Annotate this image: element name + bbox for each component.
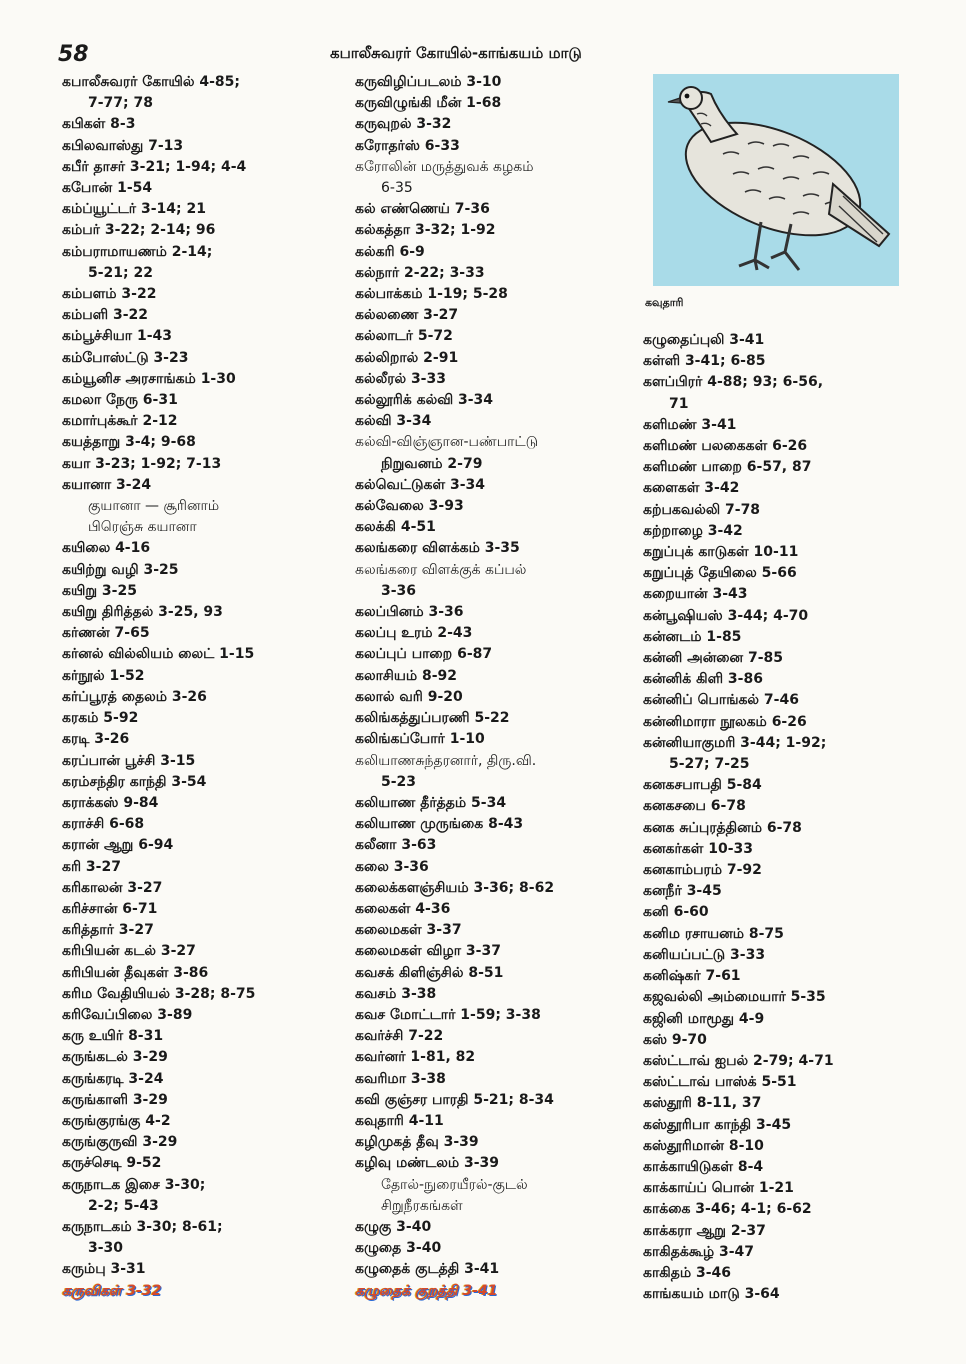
index-entry: கனக சுப்புரத்தினம் 6-78: [643, 819, 802, 836]
index-entry: கன்னிக் கிளி 3-86: [643, 671, 763, 688]
index-entry: கலியாணசுந்தரனார், திரு.வி.: [355, 752, 537, 769]
index-entry: கரம்சந்திர காந்தி 3-54: [62, 773, 207, 790]
index-entry: கல்லிறால் 2-91: [355, 349, 459, 366]
index-entry: கம்யூனிச அரசாங்கம் 1-30: [62, 370, 236, 387]
index-entry: பிரெஞ்சு கயானா: [88, 519, 197, 536]
index-entry: கலாசியம் 8-92: [355, 667, 458, 684]
index-entry: களிமண் பலகைகள் 6-26: [643, 438, 808, 455]
index-entry: கன்னடம் 1-85: [643, 628, 742, 645]
index-entry: கழுதைக் குடத்தி 3-41: [355, 1261, 500, 1278]
index-entry: கருங்காளி 3-29: [62, 1091, 168, 1108]
index-entry: கரகம் 5-92: [62, 710, 139, 727]
index-entry: கற்பகவல்லி 7-78: [643, 501, 761, 518]
index-entry: கன்பூஷியஸ் 3-44; 4-70: [643, 607, 809, 624]
index-entry: கரி 3-27: [62, 858, 121, 875]
index-entry: 6-35: [381, 180, 413, 197]
index-entry: சிறுநீரகங்கள்: [381, 1197, 463, 1214]
index-entry: கஸ்தூரிமான் 8-10: [643, 1137, 764, 1154]
index-entry: கழிமுகத் தீவு 3-39: [355, 1134, 479, 1151]
index-entry: கரிம வேதியியல் 3-28; 8-75: [62, 985, 256, 1002]
index-entry: கருங்குருவி 3-29: [62, 1134, 178, 1151]
index-entry: கல்வி 3-34: [355, 413, 432, 430]
index-entry: கர்ணன் 7-65: [62, 625, 150, 642]
index-entry: கனகசபாபதி 5-84: [643, 777, 762, 794]
index-entry: கவச மோட்டார் 1-59; 3-38: [355, 1006, 541, 1023]
index-entry: கழுதைப்புலி 3-41: [643, 332, 765, 348]
index-entry: கலீனா 3-63: [355, 837, 437, 854]
index-entry: கறையான் 3-43: [643, 586, 748, 603]
index-entry: கலப்பு உரம் 2-43: [355, 625, 473, 642]
index-entry: களிமண் பாறை 6-57, 87: [643, 459, 812, 476]
index-entry: கலக்கி 4-51: [355, 519, 436, 536]
index-entry: கலங்கரை விளக்குக் கப்பல்: [355, 561, 527, 578]
index-entry: கமார்புக்கூர் 2-12: [62, 413, 178, 430]
index-entry: கவுதாரி 4-11: [355, 1112, 444, 1129]
index-entry: கன்னி அன்னை 7-85: [643, 650, 784, 667]
index-entry: 5-27; 7-25: [669, 756, 750, 773]
index-entry: கபிகள் 8-3: [62, 116, 136, 133]
index-entry: கபோன் 1-54: [62, 180, 153, 197]
figure-caption: கவுதாரி: [645, 296, 684, 309]
index-entry: கலைக்களஞ்சியம் 3-36; 8-62: [355, 879, 555, 896]
index-entry: காக்காயிடுகள் 8-4: [643, 1158, 764, 1175]
index-entry: கல்லணை 3-27: [355, 307, 459, 324]
index-entry: 5-23: [381, 773, 417, 790]
index-entry: கலை 3-36: [355, 858, 429, 875]
index-entry: கவர்னர் 1-81, 82: [355, 1049, 476, 1066]
index-entry: கரிகாலன் 3-27: [62, 879, 163, 896]
index-entry: கபிலவாஸ்து 7-13: [62, 137, 184, 154]
index-entry: கழுதை 3-40: [355, 1240, 442, 1257]
index-entry: கரப்பான் பூச்சி 3-15: [62, 752, 196, 769]
index-entry: கல்வி-விஞ்ஞான-பண்பாட்டு: [355, 434, 539, 451]
index-entry: கவி குஞ்சர பாரதி 5-21; 8-34: [355, 1091, 554, 1108]
index-column-2: [355, 72, 635, 1302]
index-entry: 5-21; 22: [88, 264, 153, 281]
index-entry: கரிபியன் தீவுகள் 3-86: [62, 964, 209, 981]
index-entry: 7-77; 78: [88, 95, 153, 112]
index-entry: கருங்கரடி 3-24: [62, 1070, 164, 1087]
index-entry: காங்கயம் மாடு 3-64: [643, 1286, 780, 1303]
index-entry: கல்கரி 6-9: [355, 243, 425, 260]
index-entry: கறுப்புத் தேயிலை 5-66: [643, 565, 797, 582]
index-entry: கம்பூச்சியா 1-43: [62, 328, 173, 345]
index-entry: கன்னியாகுமரி 3-44; 1-92;: [643, 734, 827, 751]
index-entry: கருநாடகம் 3-30; 8-61;: [62, 1218, 223, 1235]
index-entry: கலப்புப் பாறை 6-87: [355, 646, 493, 663]
index-entry: கரிபியன் கடல் 3-27: [62, 943, 196, 960]
index-entry: களைகள் 3-42: [643, 480, 740, 497]
index-entry: 71: [669, 395, 689, 412]
index-entry: கபீர் தாசர் 3-21; 1-94; 4-4: [62, 158, 247, 175]
index-entry: களப்பிரர் 4-88; 93; 6-56,: [643, 374, 824, 391]
index-entry: காக்கை 3-46; 4-1; 6-62: [643, 1201, 812, 1218]
index-entry: கம்பளம் 3-22: [62, 286, 157, 303]
index-entry: கரிச்சான் 6-71: [62, 900, 158, 917]
index-entry: கவசம் 3-38: [355, 985, 437, 1002]
index-entry: கருவிழுங்கி மீன் 1-68: [355, 95, 502, 112]
index-entry: கஜினி மாமூது 4-9: [643, 1010, 765, 1027]
index-entry: கம்பராமாயணம் 2-14;: [62, 243, 213, 260]
index-entry: கழுகு 3-40: [355, 1218, 432, 1235]
index-entry: கர்ப்பூரத் தைலம் 3-26: [62, 688, 207, 705]
index-entry: கருவிழிப்படலம் 3-10: [355, 74, 502, 90]
index-entry: கலிங்கத்துப்பரணி 5-22: [355, 710, 510, 727]
index-entry: காக்கரா ஆறு 2-37: [643, 1222, 766, 1239]
index-entry: கயிலை 4-16: [62, 540, 151, 557]
index-entry: கனி 6-60: [643, 904, 709, 921]
partridge-icon: [653, 74, 899, 286]
index-entry: காகிதக்கூழ் 3-47: [643, 1243, 755, 1260]
index-entry: கவர்ச்சி 7-22: [355, 1028, 444, 1045]
index-entry: கல்நார் 2-22; 3-33: [355, 264, 485, 281]
index-entry: காகிதம் 3-46: [643, 1264, 732, 1281]
index-entry: கயா 3-23; 1-92; 7-13: [62, 455, 222, 472]
index-entry: கனநீர் 3-45: [643, 883, 722, 900]
index-entry: கஸ்ட்டாவ் ஐபல் 2-79; 4-71: [643, 1052, 834, 1069]
index-entry: கல்லூரிக் கல்வி 3-34: [355, 392, 494, 409]
index-entry: கரு உயிர் 8-31: [62, 1028, 164, 1045]
index-entry: கழுதைக் குறத்தி 3-41: [355, 1282, 498, 1299]
index-entry: குயானா — சூரினாம்: [88, 498, 220, 515]
index-entry: களிமண் 3-41: [643, 416, 737, 433]
index-entry: கனிஷ்கர் 7-61: [643, 968, 741, 985]
index-entry: கரான் ஆறு 6-94: [62, 837, 174, 854]
index-entry: கலால் வரி 9-20: [355, 688, 463, 705]
index-entry: கருங்கடல் 3-29: [62, 1049, 168, 1066]
index-entry: 3-30: [88, 1240, 124, 1257]
index-entry: கன்னிமாரா நூலகம் 6-26: [643, 713, 807, 730]
index-entry: 3-36: [381, 582, 417, 599]
index-entry: கம்போஸ்ட்டு 3-23: [62, 349, 189, 366]
index-entry: 2-2; 5-43: [88, 1197, 159, 1214]
index-entry: கருவுறல் 3-32: [355, 116, 452, 133]
index-entry: கல்பாக்கம் 1-19; 5-28: [355, 286, 508, 303]
index-entry: கலங்கரை விளக்கம் 3-35: [355, 540, 520, 557]
index-entry: கயிறு 3-25: [62, 582, 137, 599]
index-entry: கல்லாடர் 5-72: [355, 328, 453, 345]
index-entry: கரோதர்ஸ் 6-33: [355, 137, 460, 154]
index-entry: கர்நூல் 1-52: [62, 667, 145, 684]
index-entry: கல்லீரல் 3-33: [355, 370, 446, 387]
index-entry: கலியாண முருங்கை 8-43: [355, 816, 524, 833]
index-entry: கம்பர் 3-22; 2-14; 96: [62, 222, 216, 239]
index-entry: தோல்-நுரையீரல்-குடல்: [381, 1176, 528, 1193]
index-entry: கரடி 3-26: [62, 731, 130, 748]
index-entry: கல் எண்ணெய் 7-36: [355, 201, 490, 218]
index-entry: கறுப்புக் காடுகள் 10-11: [643, 544, 799, 561]
index-entry: கழிவு மண்டலம் 3-39: [355, 1155, 500, 1172]
index-entry: கலப்பினம் 3-36: [355, 604, 464, 621]
index-entry: கம்ப்யூட்டர் 3-14; 21: [62, 201, 206, 218]
index-entry: கயானா 3-24: [62, 476, 152, 493]
index-entry: கனிம ரசாயனம் 8-75: [643, 925, 784, 942]
index-entry: கருச்செடி 9-52: [62, 1155, 162, 1172]
index-entry: கருங்குரங்கு 4-2: [62, 1112, 171, 1129]
index-entry: கர்னல் வில்லியம் லைட் 1-15: [62, 646, 255, 663]
running-head: கபாலீசுவரர் கோயில்-காங்கயம் மாடு: [330, 44, 582, 62]
index-entry: கல்வேலை 3-93: [355, 498, 464, 515]
index-entry: கரும்பு 3-31: [62, 1261, 146, 1278]
index-entry: கற்றாழை 3-42: [643, 522, 743, 539]
index-entry: கஜவல்லி அம்மையார் 5-35: [643, 989, 826, 1006]
partridge-illustration: [653, 74, 899, 286]
index-entry: கராக்கஸ் 9-84: [62, 794, 159, 811]
index-entry: கரித்தார் 3-27: [62, 922, 154, 939]
index-entry: கல்கத்தா 3-32; 1-92: [355, 222, 496, 239]
page-number: 58: [58, 42, 89, 67]
index-entry: கலைகள் 4-36: [355, 900, 451, 917]
index-entry: நிறுவனம் 2-79: [381, 455, 483, 472]
index-entry: கல்வெட்டுகள் 3-34: [355, 476, 486, 493]
index-entry: கம்பளி 3-22: [62, 307, 149, 324]
index-entry: கவரிமா 3-38: [355, 1070, 446, 1087]
index-entry: கயிற்று வழி 3-25: [62, 561, 179, 578]
index-entry: கன்னிப் பொங்கல் 7-46: [643, 692, 799, 709]
index-column-3: [643, 330, 943, 1305]
index-entry: கவசக் கிளிஞ்சில் 8-51: [355, 964, 504, 981]
index-entry: கராச்சி 6-68: [62, 816, 145, 833]
index-entry: கஸ் 9-70: [643, 1031, 707, 1048]
index-entry: கள்ளி 3-41; 6-85: [643, 353, 766, 370]
index-entry: கலியாண தீர்த்தம் 5-34: [355, 794, 507, 811]
index-entry: கலைமகள் 3-37: [355, 922, 462, 939]
index-entry: கஸ்தூரி 8-11, 37: [643, 1095, 762, 1112]
index-entry: கமலா நேரு 6-31: [62, 392, 178, 409]
index-entry: கயிறு திரித்தல் 3-25, 93: [62, 604, 223, 621]
index-entry: கஸ்தூரிபா காந்தி 3-45: [643, 1116, 792, 1133]
index-entry: கருவிகள் 3-32: [62, 1282, 162, 1299]
index-entry: கனகாம்பரம் 7-92: [643, 862, 762, 879]
index-entry: கனியப்பட்டு 3-33: [643, 946, 766, 963]
index-entry: கனகர்கள் 10-33: [643, 840, 754, 857]
index-entry: கரோலின் மருத்துவக் கழகம்: [355, 158, 534, 175]
index-entry: கலிங்கப்போர் 1-10: [355, 731, 485, 748]
index-entry: கயத்தாறு 3-4; 9-68: [62, 434, 196, 451]
index-entry: கனகசபை 6-78: [643, 798, 746, 815]
index-entry: கஸ்ட்டாவ் பாஸ்க் 5-51: [643, 1074, 797, 1091]
index-entry: கருநாடக இசை 3-30;: [62, 1176, 206, 1193]
index-entry: கலைமகள் விழா 3-37: [355, 943, 501, 960]
index-column-1: [62, 72, 340, 1302]
index-entry: கரிவேப்பிலை 3-89: [62, 1006, 193, 1023]
index-entry: கபாலீசுவரர் கோயில் 4-85;: [62, 74, 240, 90]
index-entry: காக்காய்ப் பொன் 1-21: [643, 1180, 794, 1197]
